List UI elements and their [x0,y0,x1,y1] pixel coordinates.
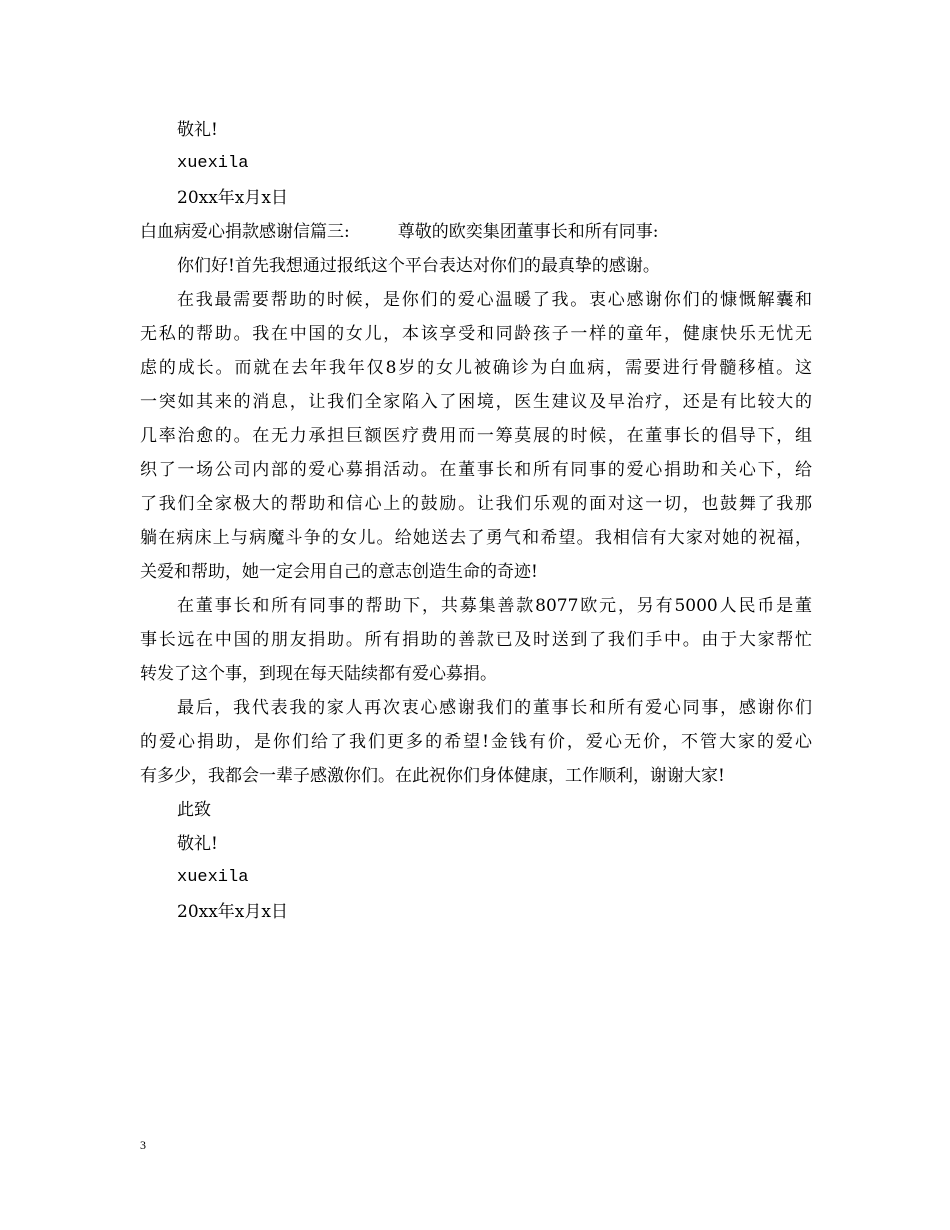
paragraph2-line-7: 了我们全家极大的帮助和信心上的鼓励。让我们乐观的面对这一切，也鼓舞了我那 [140,494,812,514]
date: 20xx年x月x日 [177,902,288,922]
paragraph2-line-6: 织了一场公司内部的爱心募捐活动。在董事长和所有同事的爱心捐助和关心下，给 [140,460,812,480]
paragraph2-line-1: 在我最需要帮助的时候，是你们的爱心温暖了我。衷心感谢你们的慷慨解囊和 [177,290,812,310]
closing-salute-top: 敬礼! [177,120,218,140]
paragraph4-line-3: 有多少，我都会一辈子感激你们。在此祝你们身体健康，工作顺利，谢谢大家! [140,766,725,786]
date-top: 20xx年x月x日 [177,188,288,208]
paragraph2-line-8: 躺在病床上与病魔斗争的女儿。给她送去了勇气和希望。我相信有大家对她的祝福， [140,528,812,548]
greeting: 你们好!首先我想通过报纸这个平台表达对你们的最真挚的感谢。 [177,256,660,276]
paragraph3-line-3: 转发了这个事，到现在每天陆续都有爱心募捐。 [140,664,497,684]
paragraph2-line-2: 无私的帮助。我在中国的女儿，本该享受和同龄孩子一样的童年，健康快乐无忧无 [140,324,812,344]
section-heading-row [140,215,658,249]
paragraph2-line-9: 关爱和帮助，她一定会用自己的意志创造生命的奇迹! [140,562,538,582]
paragraph2-line-4: 一突如其来的消息，让我们全家陷入了困境，医生建议及早治疗，还是有比较大的 [140,392,812,412]
signature: xuexila [177,868,249,887]
paragraph4-line-1: 最后，我代表我的家人再次衷心感谢我们的董事长和所有爱心同事，感谢你们 [177,698,812,718]
paragraph2-line-5: 几率治愈的。在无力承担巨额医疗费用而一筹莫展的时候，在董事长的倡导下，组 [140,426,812,446]
paragraph4-line-2: 的爱心捐助，是你们给了我们更多的希望!金钱有价，爱心无价，不管大家的爱心 [140,732,812,752]
signature-top: xuexila [177,154,249,173]
paragraph2-line-3: 虑的成长。而就在去年我年仅8岁的女儿被确诊为白血病，需要进行骨髓移植。这 [140,358,812,378]
page-number: 3 [140,1138,146,1152]
section-heading: 白血病爱心捐款感谢信篇三: [140,222,350,242]
recipient: 尊敬的欧奕集团董事长和所有同事: [397,222,659,242]
closing-phrase: 此致 [177,800,211,820]
closing-salute: 敬礼! [177,834,218,854]
paragraph3-line-2: 事长远在中国的朋友捐助。所有捐助的善款已及时送到了我们手中。由于大家帮忙 [140,630,812,650]
paragraph3-line-1: 在董事长和所有同事的帮助下，共募集善款8077欧元，另有5000人民币是董 [177,596,812,616]
